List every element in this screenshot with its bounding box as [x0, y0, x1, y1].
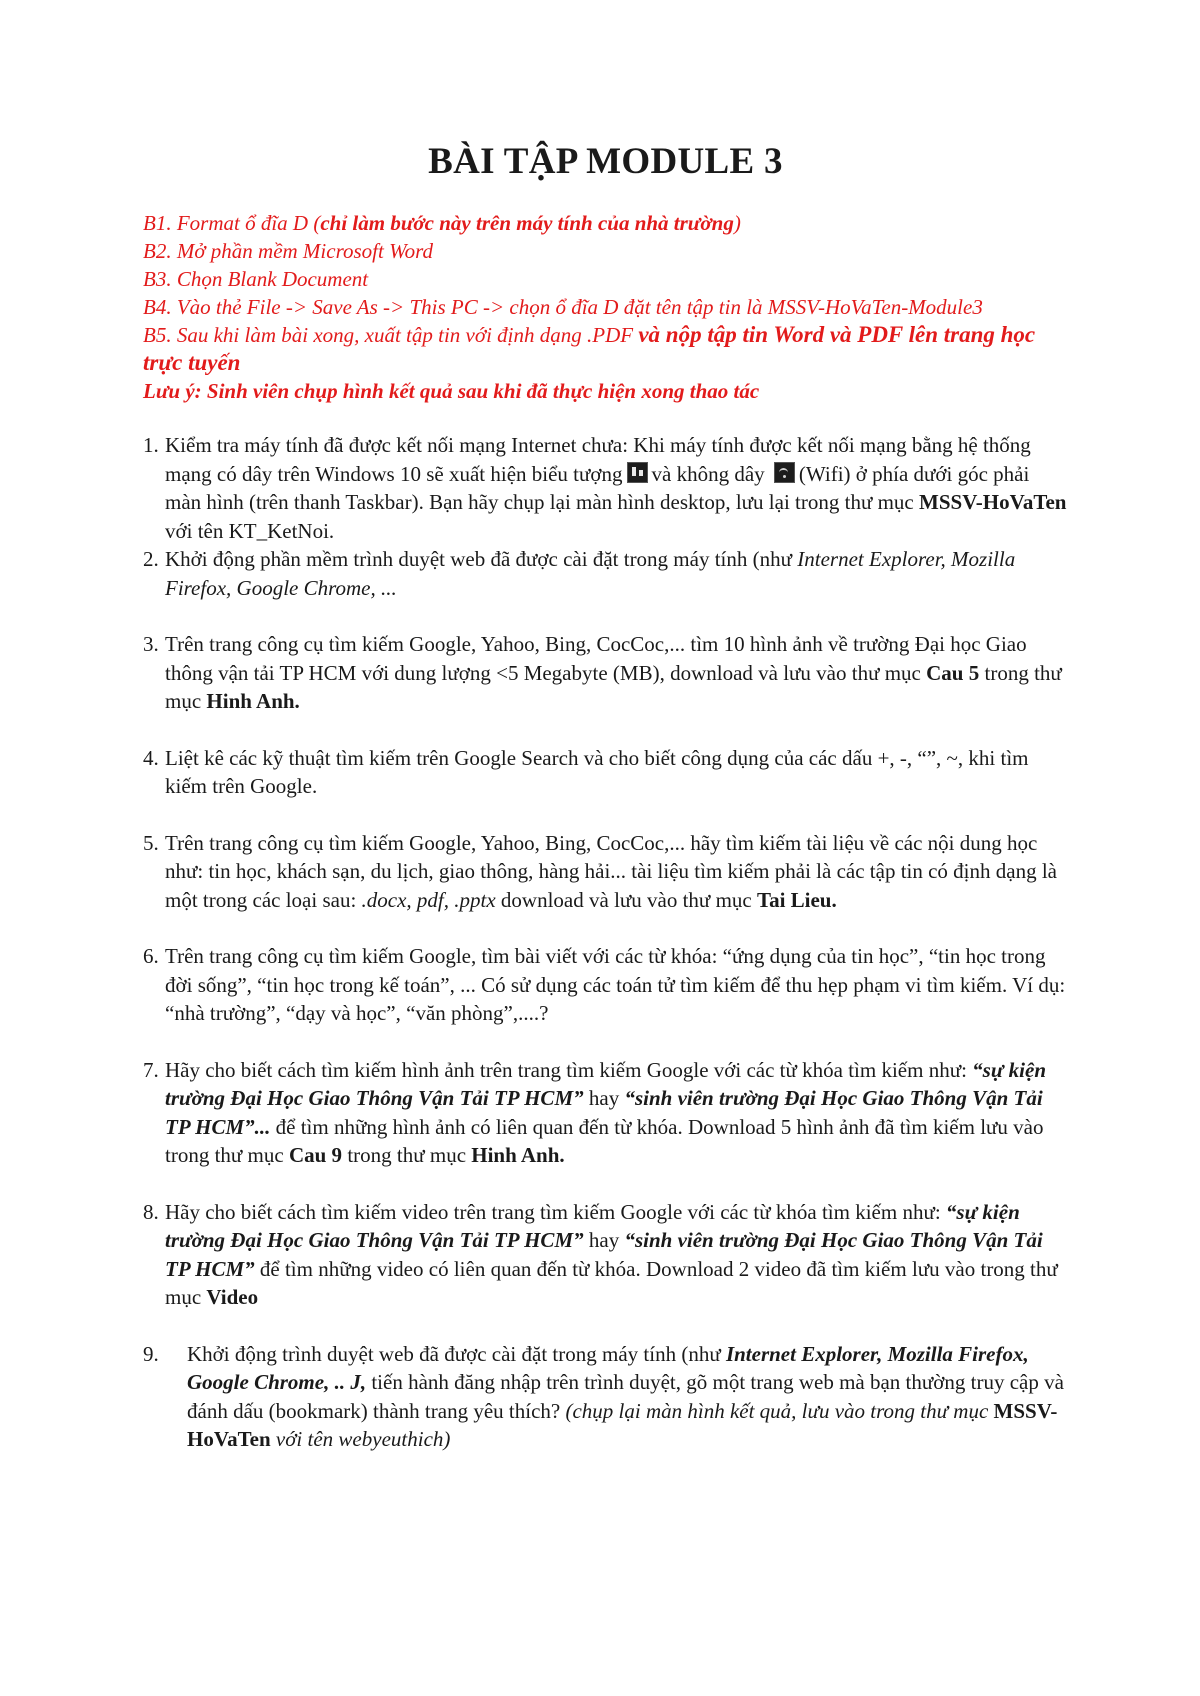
- question-6: 6. Trên trang công cụ tìm kiếm Google, tìm bài viết với các từ khóa: “ứng dụng của tin học”, “tin học trong đời sống”, “tin học trong kế toán”, ... Có sử dụng các toán tử tìm kiếm để thu hẹp phạm vi tìm kiếm. Ví dụ: “nhà trường”, “dạy và học”, “văn phòng”,....?: [143, 944, 1066, 1025]
- step-3: B3. Chọn Blank Document: [143, 267, 369, 291]
- document-page: [143, 140, 1068, 1482]
- question-number: 9.: [143, 1341, 159, 1366]
- question-7: 7. Hãy cho biết cách tìm kiếm hình ảnh trên trang tìm kiếm Google với các từ khóa tìm kiếm như: “sự kiện trường Đại Học Giao Thông Vận Tải TP HCM” hay “sinh viên trường Đại Học Giao Thông Vận Tải TP HCM”... để tìm những hình ảnh có liên quan đến từ khóa. Download 5 hình ảnh đã tìm kiếm lưu vào trong thư mục Cau 9 trong thư mục Hinh Anh.: [143, 1057, 1047, 1167]
- question-list: [143, 431, 1068, 1454]
- step-5: B5. Sau khi làm bài xong, xuất tập tin với định dạng .PDF và nộp tập tin Word và PDF lên trang học trực tuyến: [143, 322, 1036, 375]
- step-2: B2. Mở phần mềm Microsoft Word: [143, 239, 434, 263]
- question-number: 5.: [143, 830, 159, 855]
- question-5: 5. Trên trang công cụ tìm kiếm Google, Yahoo, Bing, CocCoc,... hãy tìm kiếm tài liệu về các nội dung học như: tin học, khách sạn, du lịch, giao thông, hàng hải... tài liệu tìm kiếm phải là các tập tin có định dạng là một trong các loại sau: .docx, pdf, .pptx download và lưu vào thư mục Tai Lieu.: [143, 830, 1057, 912]
- question-number: 6.: [143, 944, 159, 968]
- instruction-steps: [143, 209, 1068, 405]
- question-3: 3. Trên trang công cụ tìm kiếm Google, Yahoo, Bing, CocCoc,... tìm 10 hình ảnh về trường Đại học Giao thông vận tải TP HCM với dung lượng <5 Megabyte (MB), download và lưu vào thư mục Cau 5 trong thư mục Hinh Anh.: [143, 632, 1062, 713]
- question-number: 7.: [143, 1057, 159, 1082]
- step-note: Lưu ý: Sinh viên chụp hình kết quả sau khi đã thực hiện xong thao tác: [143, 379, 760, 403]
- question-2: 2. Khởi động phần mềm trình duyệt web đã được cài đặt trong máy tính (như Internet Explorer, Mozilla Firefox, Google Chrome, ...: [143, 547, 1016, 600]
- question-1: 1. Kiểm tra máy tính đã được kết nối mạng Internet chưa: Khi máy tính được kết nối mạng bằng hệ thống mạng có dây trên Windows 10 sẽ xuất hiện biểu tượng và không dây (Wifi) ở phía dưới góc phải màn hình (trên thanh Taskbar). Bạn hãy chụp lại màn hình desktop, lưu lại trong thư mục MSSV-HoVaTen với tên KT_KetNoi.: [143, 433, 1067, 543]
- question-number: 8.: [143, 1199, 159, 1224]
- question-number: 3.: [143, 632, 159, 656]
- question-8: 8. Hãy cho biết cách tìm kiếm video trên trang tìm kiếm Google với các từ khóa tìm kiếm như: “sự kiện trường Đại Học Giao Thông Vận Tải TP HCM” hay “sinh viên trường Đại Học Giao Thông Vận Tải TP HCM” để tìm những video có liên quan đến từ khóa. Download 2 video đã tìm kiếm lưu vào trong thư mục Video: [143, 1199, 1058, 1309]
- question-number: 1.: [143, 433, 159, 457]
- ethernet-tray-icon: [627, 462, 648, 483]
- question-9: 9. Khởi động trình duyệt web đã được cài đặt trong máy tính (như Internet Explorer, Mozilla Firefox, Google Chrome, .. J, tiến hành đăng nhập trên trình duyệt, gõ một trang web mà bạn thường truy cập và đánh dấu (bookmark) thành trang yêu thích? (chụp lại màn hình kết quả, lưu vào trong thư mục MSSV-HoVaTen với tên webyeuthich): [143, 1341, 1064, 1451]
- question-number: 4.: [143, 745, 159, 770]
- page-title: BÀI TẬP MODULE 3: [428, 141, 783, 182]
- wifi-tray-icon: [774, 462, 795, 483]
- step-4: B4. Vào thẻ File -> Save As -> This PC -> chọn ổ đĩa D đặt tên tập tin là MSSV-HoVaTen-Module3: [143, 295, 983, 319]
- question-4: 4. Liệt kê các kỹ thuật tìm kiếm trên Google Search và cho biết công dụng của các dấu +, -, “”, ~, khi tìm kiếm trên Google.: [143, 745, 1029, 798]
- question-number: 2.: [143, 547, 159, 571]
- step-1: B1. Format ổ đĩa D (chỉ làm bước này trên máy tính của nhà trường): [143, 211, 741, 235]
